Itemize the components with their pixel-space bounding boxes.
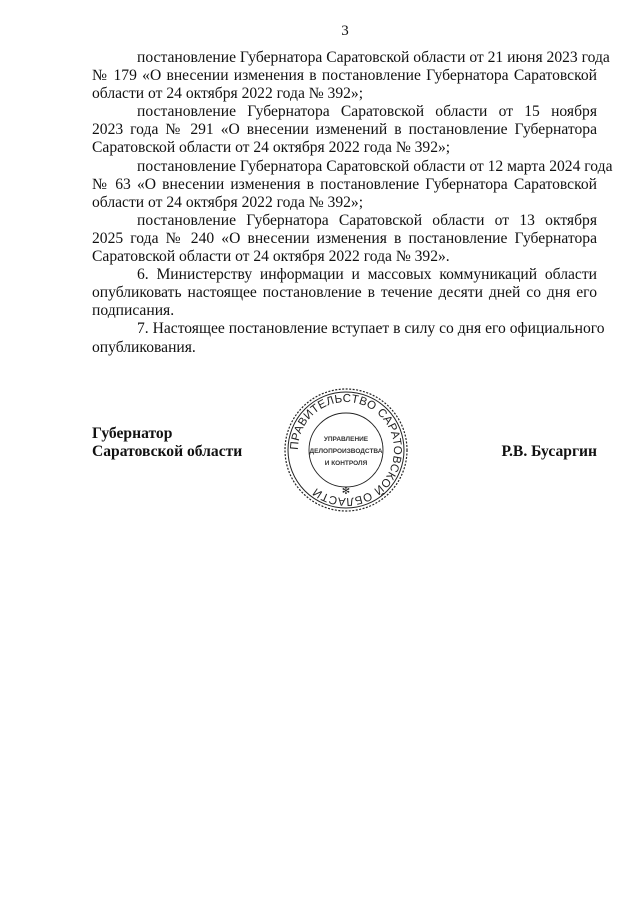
text-line: 6. Министерству информации и массовых коммуникаций области [137,266,597,284]
text-line: Саратовской области от 24 октября 2022 года № 392»; [92,139,451,157]
text-line: подписания. [92,302,175,320]
paragraph [92,320,605,356]
seal-center-line2: ДЕЛОПРОИЗВОДСТВА [309,448,383,455]
text-line: № 179 «О внесении изменения в постановление Губернатора Саратовской [92,67,597,85]
text-line: опубликовать настоящее постановление в течение десяти дней со дня его [92,284,597,302]
signatory-title [92,425,242,461]
text-line: № 63 «О внесении изменения в постановление Губернатора Саратовской [92,175,597,193]
paragraph [92,266,597,320]
text-line: области от 24 октября 2022 года № 392»; [92,193,364,211]
text-line: 7. Настоящее постановление вступает в силу со дня его официального [137,320,605,338]
official-seal [282,388,410,512]
signatory-title-line1: Губернатор [92,425,173,442]
paragraph [92,212,597,266]
text-line: Саратовской области от 24 октября 2022 года № 392». [92,248,450,266]
seal-center-line3: И КОНТРОЛЯ [324,460,368,467]
text-line: постановление Губернатора Саратовской области от 21 июня 2023 года [137,49,610,66]
text-line: 2023 года № 291 «О внесении изменений в постановление Губернатора [92,121,597,139]
page-number: 3 [341,23,349,39]
text-line: опубликования. [92,338,196,356]
text-line: постановление Губернатора Саратовской области от 12 марта 2024 года [137,157,613,175]
text-line: постановление Губернатора Саратовской области от 13 октября [137,211,597,229]
text-line: 2025 года № 240 «О внесении изменения в постановление Губернатора [92,229,597,247]
paragraph [92,103,597,157]
seal-center-line1: УПРАВЛЕНИЕ [323,436,369,443]
svg-text:✻: ✻ [341,486,351,497]
signatory-name: Р.В. Бусаргин [501,443,597,460]
text-line: области от 24 октября 2022 года № 392»; [92,85,364,103]
seal-ring-text: ПРАВИТЕЛЬСТВО САРАТОВСКОЙ ОБЛАСТИ [288,392,404,508]
text-line: постановление Губернатора Саратовской области от 15 ноября [137,103,597,121]
document-body [92,49,613,357]
signatory-title-line2: Саратовской области [92,443,243,460]
paragraph [92,157,613,212]
paragraph [92,49,610,103]
